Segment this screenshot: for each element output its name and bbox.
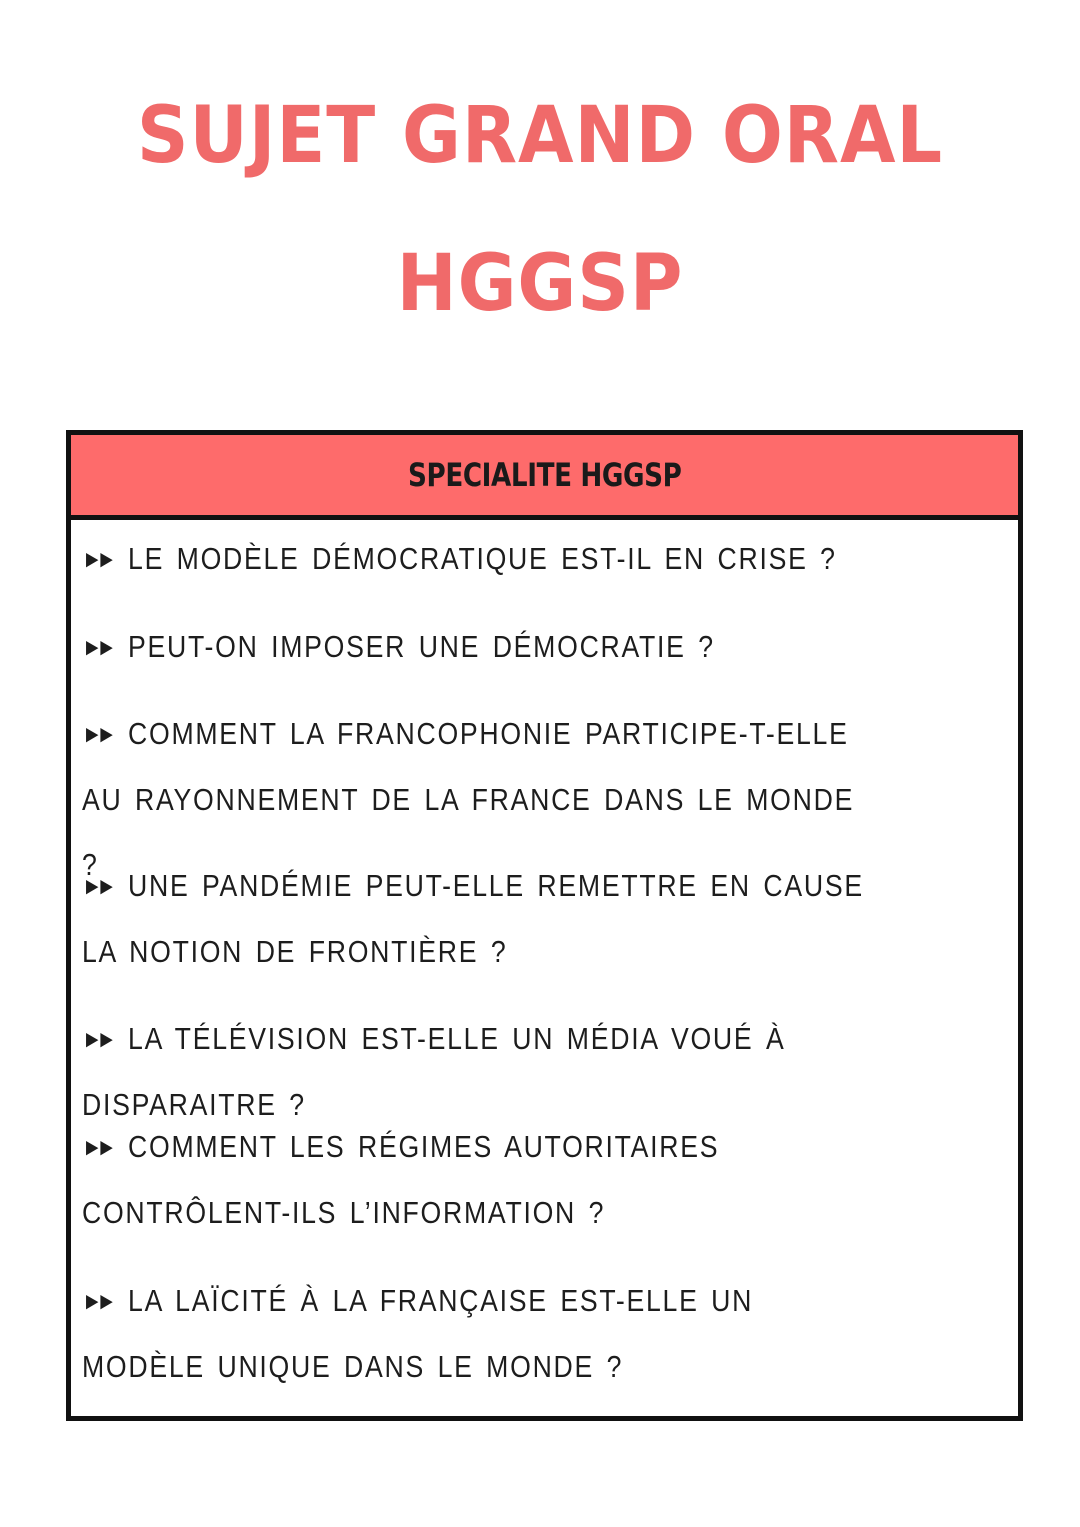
question-item bbox=[82, 853, 873, 984]
question-text: PEUT-ON IMPOSER UNE DÉMOCRATIE ? bbox=[128, 629, 715, 664]
question-text: UNE PANDÉMIE PEUT-ELLE REMETTRE EN CAUSE LA NOTION DE FRONTIÈRE ? bbox=[82, 868, 864, 969]
question-item bbox=[82, 526, 873, 592]
question-text: LA LAÏCITÉ À LA FRANÇAISE EST-ELLE UN MODÈLE UNIQUE DANS LE MONDE ? bbox=[82, 1283, 754, 1384]
double-arrow-icon: ►► bbox=[82, 1288, 111, 1315]
card-header-title: SPECIALITE HGGSP bbox=[407, 456, 682, 494]
double-arrow-icon: ►► bbox=[82, 546, 111, 573]
question-item bbox=[82, 1268, 873, 1399]
subjects-card bbox=[66, 430, 1023, 1421]
double-arrow-icon: ►► bbox=[82, 1134, 111, 1161]
question-item bbox=[82, 1114, 873, 1245]
page-title-line-1: SUJET GRAND ORAL bbox=[136, 91, 944, 181]
double-arrow-icon: ►► bbox=[82, 634, 111, 661]
double-arrow-icon: ►► bbox=[82, 873, 111, 900]
question-item bbox=[82, 614, 873, 680]
page-title-line-2: HGGSP bbox=[396, 239, 684, 329]
question-text: COMMENT LA FRANCOPHONIE PARTICIPE-T-ELLE AU RAYONNEMENT DE LA FRANCE DANS LE MONDE ? bbox=[82, 716, 855, 882]
question-text: LE MODÈLE DÉMOCRATIQUE EST-IL EN CRISE ? bbox=[128, 541, 837, 576]
card-header bbox=[71, 435, 1018, 520]
double-arrow-icon: ►► bbox=[82, 721, 111, 748]
question-text: COMMENT LES RÉGIMES AUTORITAIRES CONTRÔLENT-ILS L’INFORMATION ? bbox=[82, 1129, 720, 1230]
double-arrow-icon: ►► bbox=[82, 1026, 111, 1053]
question-text: LA TÉLÉVISION EST-ELLE UN MÉDIA VOUÉ À DISPARAITRE ? bbox=[82, 1021, 786, 1122]
page-title bbox=[43, 62, 1037, 358]
